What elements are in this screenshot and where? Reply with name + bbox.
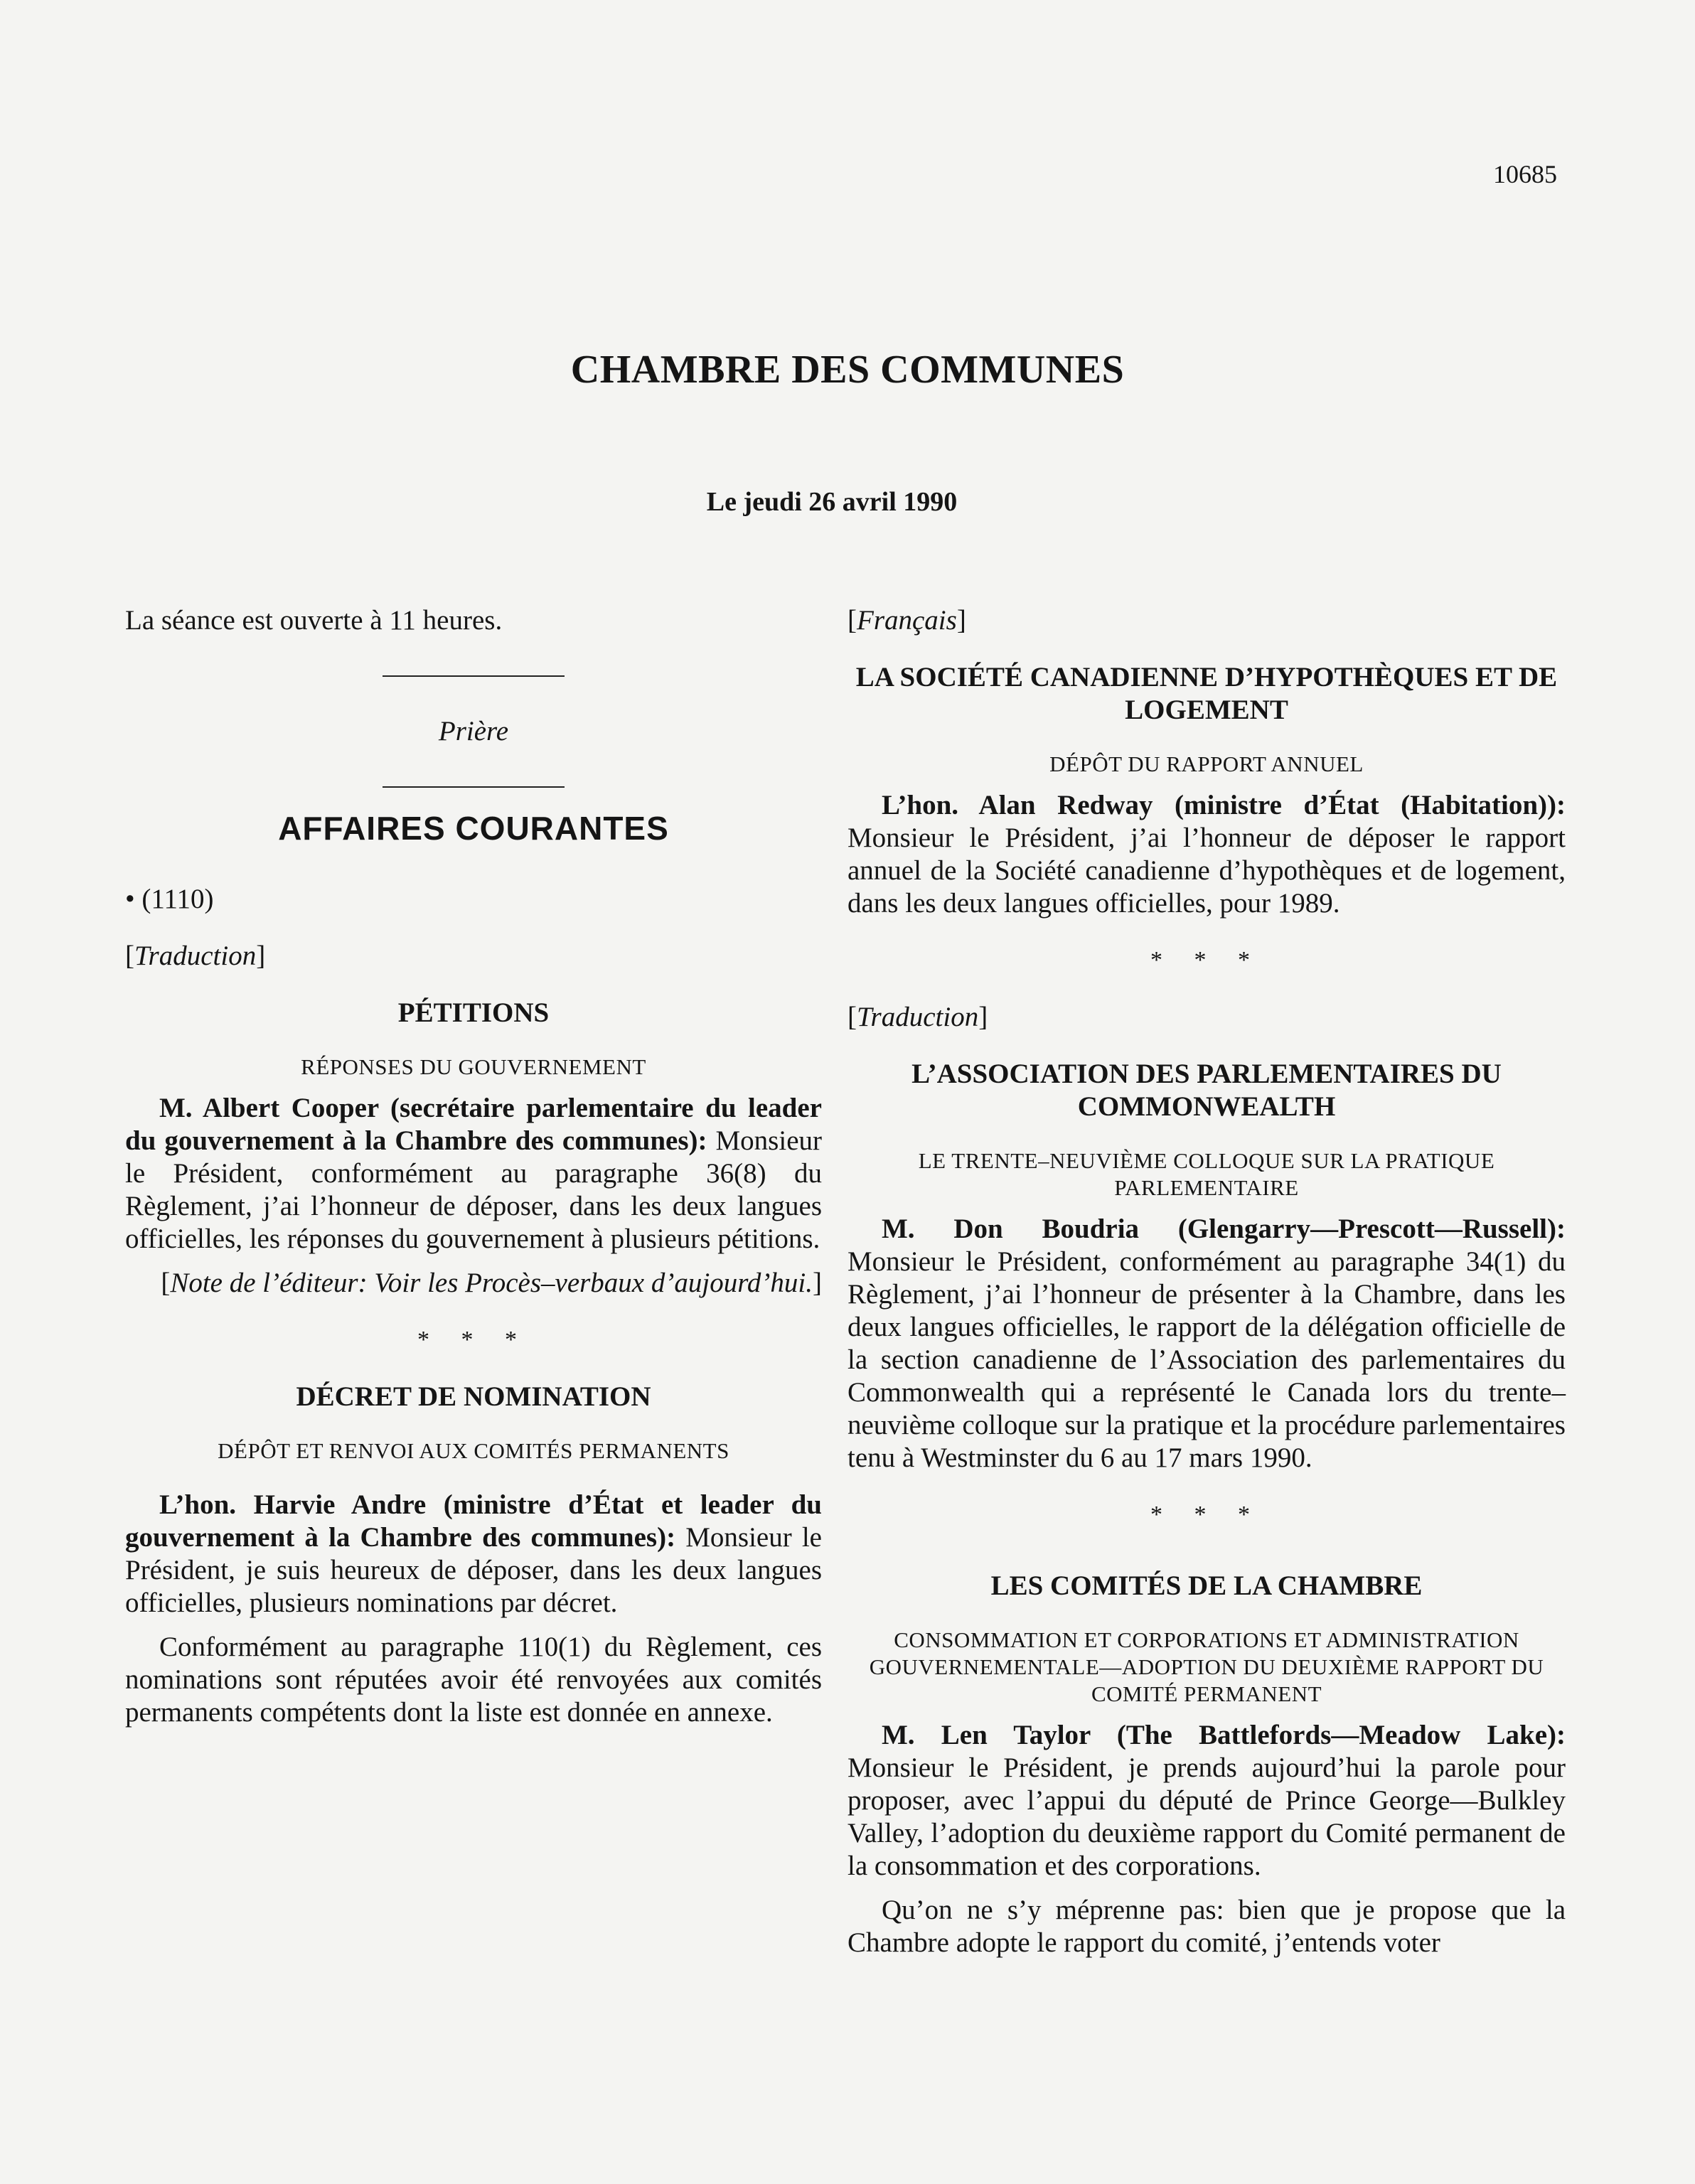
decret-heading: DÉCRET DE NOMINATION	[296, 1381, 651, 1412]
comites-paragraph	[848, 1719, 1566, 1883]
sitting-date: Le jeudi 26 avril 1990	[706, 487, 958, 517]
language-label-text: Français	[857, 605, 957, 636]
speech-text: Monsieur le Président, je suis heureux de déposer, dans les deux langues officielles, plusieurs nominations par décret.	[125, 1522, 822, 1618]
comites-subheading: CONSOMMATION ET CORPORATIONS ET ADMINISTRATION GOUVERNEMENTALE—ADOPTION DU DEUXIÈME RAPPORT DU COMITÉ PERMANENT	[869, 1627, 1544, 1706]
apc-paragraph	[848, 1213, 1566, 1474]
speech-text: Monsieur le Président, conformément au paragraphe 36(8) du Règlement, j’ai l’honneur de déposer, dans les deux langues officielles, les réponses du gouvernement à plusieurs pétitions.	[125, 1125, 822, 1254]
section-heading-affaires: AFFAIRES COURANTES	[278, 810, 669, 847]
petitions-subheading: RÉPONSES DU GOUVERNEMENT	[301, 1054, 646, 1079]
speech-text: Monsieur le Président, j’ai l’honneur de déposer le rapport annuel de la Société canadienne d’hypothèques et de logement, dans les deux langues officielles, pour 1989.	[848, 823, 1566, 919]
speech-text: Monsieur le Président, je prends aujourd’hui la parole pour proposer, avec l’appui du député de Prince George—Bulkley Valley, l’adoption du deuxième rapport du Comité permanent de la consommation et des corporations.	[848, 1752, 1566, 1881]
petitions-heading: PÉTITIONS	[397, 997, 550, 1028]
petitions-paragraph	[125, 1092, 822, 1256]
comites-paragraph-2: Qu’on ne s’y méprenne pas: bien que je propose que la Chambre adopte le rapport du comité, j’entends voter	[848, 1895, 1566, 1958]
section-separator: * * *	[417, 1327, 530, 1353]
prayer-label: Prière	[438, 716, 509, 746]
opening-line: La séance est ouverte à 11 heures.	[125, 605, 503, 636]
translation-label: [Traduction]	[848, 1002, 988, 1032]
editor-note: [Note de l’éditeur: Voir les Procès–verbaux d’aujourd’hui.]	[161, 1268, 822, 1298]
schl-subheading: DÉPÔT DU RAPPORT ANNUEL	[1049, 751, 1364, 776]
editor-note-text: Note de l’éditeur: Voir les Procès–verbaux d’aujourd’hui.	[170, 1268, 813, 1298]
apc-heading: L’ASSOCIATION DES PARLEMENTAIRES DU COMMONWEALTH	[911, 1059, 1502, 1122]
speaker-name: L’hon. Harvie Andre (ministre d’État et leader du gouvernement à la Chambre des communes):	[125, 1489, 822, 1553]
page-title: CHAMBRE DES COMMUNES	[570, 348, 1125, 392]
time-marker: • (1110)	[125, 884, 214, 914]
decret-paragraph	[125, 1489, 822, 1620]
schl-heading: LA SOCIÉTÉ CANADIENNE D’HYPOTHÈQUES ET DE LOGEMENT	[855, 662, 1558, 725]
apc-subheading: LE TRENTE–NEUVIÈME COLLOQUE SUR LA PRATIQUE PARLEMENTAIRE	[918, 1148, 1495, 1200]
speaker-name: L’hon. Alan Redway (ministre d’État (Habitation)):	[882, 790, 1566, 820]
comites-heading: LES COMITÉS DE LA CHAMBRE	[990, 1570, 1423, 1601]
schl-paragraph	[848, 789, 1566, 920]
speech-text: Monsieur le Président, conformément au paragraphe 34(1) du Règlement, j’ai l’honneur de présenter à la Chambre, dans les deux langues officielles, le rapport de la délégation officielle de la section canadienne de l’Association des parlementaires du Commonwealth qui a représenté le Canada lors du trente–neuvième colloque sur la pratique et la procédure parlementaires tenu à Westminster du 6 au 17 mars 1990.	[848, 1246, 1566, 1473]
translation-label: [Traduction]	[125, 941, 266, 971]
page-number: 10685	[1493, 160, 1557, 188]
translation-label-text: Traduction	[857, 1002, 979, 1032]
decret-subheading: DÉPÔT ET RENVOI AUX COMITÉS PERMANENTS	[218, 1438, 729, 1463]
left-column	[125, 604, 822, 1729]
section-separator: * * *	[1150, 1502, 1263, 1528]
speaker-name: M. Len Taylor (The Battlefords—Meadow Lake):	[882, 1720, 1566, 1750]
section-separator: * * *	[1150, 947, 1263, 973]
decret-paragraph-2: Conformément au paragraphe 110(1) du Règlement, ces nominations sont réputées avoir été renvoyées aux comités permanents compétents dont la liste est donnée en annexe.	[125, 1632, 822, 1728]
language-label: [Français]	[848, 605, 966, 636]
translation-label-text: Traduction	[134, 941, 257, 971]
right-column	[848, 604, 1566, 1959]
speaker-name: M. Albert Cooper (secrétaire parlementaire du leader du gouvernement à la Chambre des communes):	[125, 1093, 822, 1156]
speaker-name: M. Don Boudria (Glengarry—Prescott—Russell):	[882, 1214, 1566, 1244]
